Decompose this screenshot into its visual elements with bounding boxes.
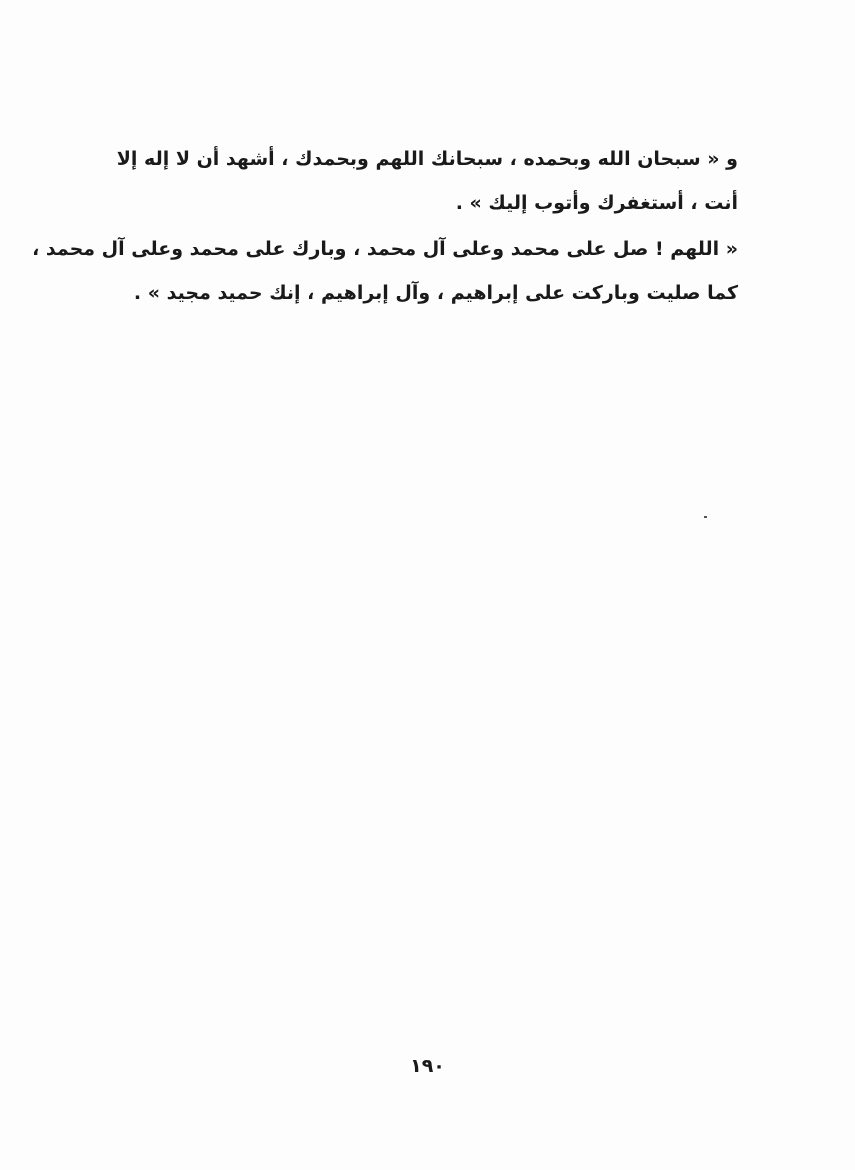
paragraph-line: أنت ، أستغفرك وأتوب إليك » .	[455, 192, 738, 214]
paragraph-salawat	[32, 227, 738, 315]
page-number: ١٩٠	[410, 1055, 445, 1077]
paragraph-line: كما صليت وباركت على إبراهيم ، وآل إبراهيم ، إنك حميد مجيد » .	[133, 282, 738, 304]
paragraph-dhikr	[116, 137, 738, 225]
paragraph-line: و « سبحان الله وبحمده ، سبحانك اللهم وبحمدك ، أشهد أن لا إله إلا	[116, 148, 738, 170]
scan-speck	[704, 516, 707, 518]
paragraph-line: « اللهم ! صل على محمد وعلى آل محمد ، وبارك على محمد وعلى آل محمد ،	[32, 238, 738, 260]
